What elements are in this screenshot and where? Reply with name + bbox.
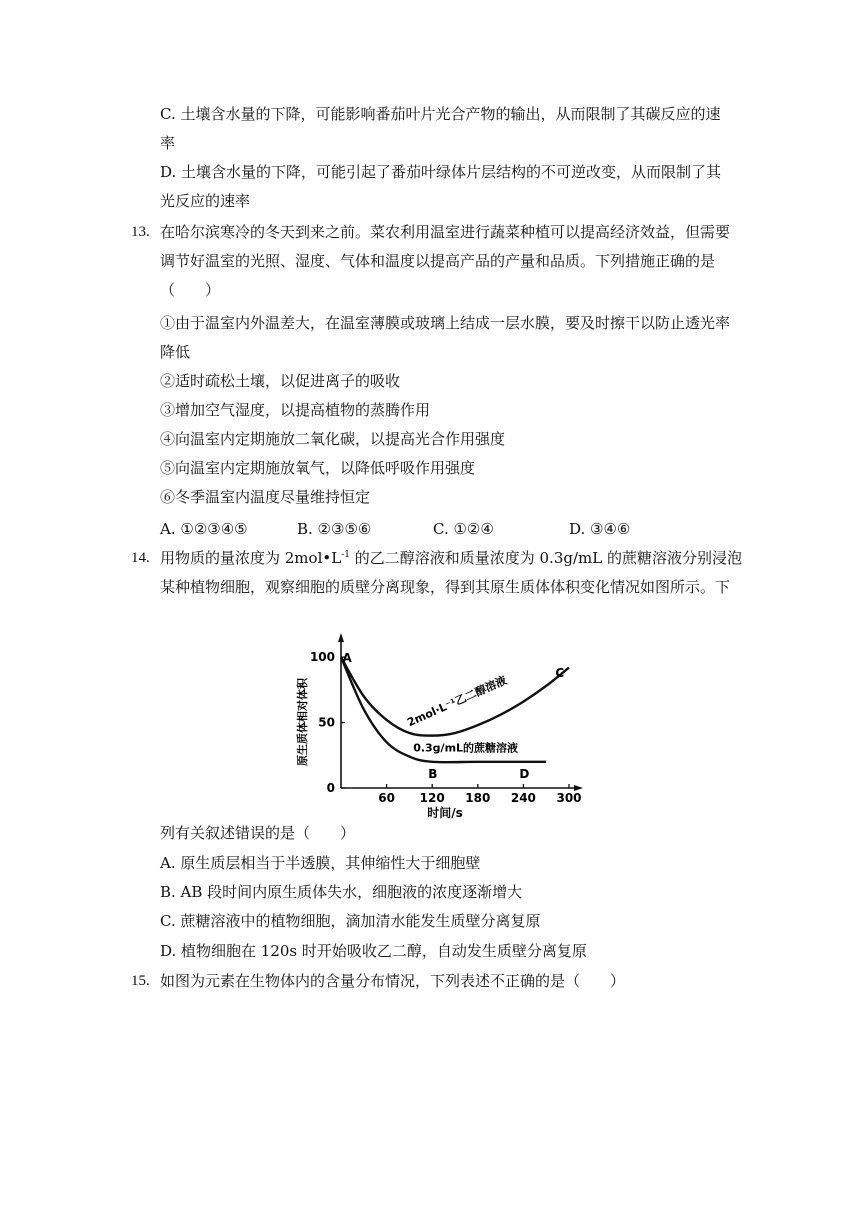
point-label-d: D	[519, 766, 530, 781]
x-axis-title: 时间/s	[427, 806, 463, 820]
q14-option-b: B. AB 段时间内原生质体失水，细胞液的浓度逐渐增大	[160, 883, 523, 901]
y-tick-label: 50	[318, 715, 335, 730]
y-axis-title: 原生质体相对体积	[296, 678, 309, 766]
point-label-c: C	[555, 665, 565, 680]
q13-option-a: A. ①②③④⑤	[160, 520, 248, 538]
q13-stem-line2: 调节好温室的光照、湿度、气体和温度以提高产品的产量和品质。下列措施正确的是	[160, 252, 716, 270]
q12-option-c-line2: 率	[160, 134, 176, 152]
q13-answer-bracket: （ ）	[160, 281, 221, 299]
q14-stem-line2: 某种植物细胞，观察细胞的质壁分离现象，得到其原生质体体积变化情况如图所示。下	[160, 578, 731, 596]
ethylene-glycol-series-label: 2mol·L⁻¹乙二醇溶液	[405, 673, 509, 730]
point-label-b: B	[428, 766, 438, 781]
q13-item-1-cont: 降低	[160, 343, 191, 361]
q13-stem-line1: 在哈尔滨寒冷的冬天到来之前。菜农利用温室进行蔬菜种植可以提高经济效益，但需要	[160, 223, 731, 241]
q13-item-3: ③增加空气湿度，以提高植物的蒸腾作用	[160, 401, 431, 419]
q12-option-d-line2: 光反应的速率	[160, 192, 251, 210]
y-tick-label: 100	[309, 650, 335, 665]
q13-option-c: C. ①②④	[433, 520, 494, 538]
x-tick-label: 180	[465, 791, 491, 805]
q15-stem: 如图为元素在生物体内的含量分布情况，下列表述不正确的是（ ）	[160, 972, 626, 990]
q14-option-d: D. 植物细胞在 120s 时开始吸收乙二醇，自动发生质壁分离复原	[160, 942, 587, 960]
point-label-a: A	[342, 651, 352, 666]
q13-item-2: ②适时疏松土壤，以促进离子的吸收	[160, 372, 401, 390]
x-tick-label: 300	[556, 791, 582, 805]
chart-axes	[338, 633, 583, 791]
x-tick-label: 120	[419, 791, 445, 805]
y-tick-label: 0	[326, 781, 335, 795]
q15-number: 15.	[131, 973, 150, 989]
q13-item-1: ①由于温室内外温差大，在温室薄膜或玻璃上结成一层水膜，要及时擦干以防止透光率	[160, 314, 731, 332]
q12-option-c-line1: C. 土壤含水量的下降，可能影响番茄叶片光合产物的输出，从而限制了其碳反应的速	[160, 105, 721, 123]
q14-stem-line3: 列有关叙述错误的是（ ）	[160, 824, 356, 842]
q12-option-d-line1: D. 土壤含水量的下降，可能引起了番茄叶绿体片层结构的不可逆改变，从而限制了其	[160, 163, 722, 181]
q13-option-d: D. ③④⑥	[569, 520, 631, 538]
q13-item-6: ⑥冬季温室内温度尽量维持恒定	[160, 488, 371, 506]
q13-item-5: ⑤向温室内定期施放氧气，以降低呼吸作用强度	[160, 459, 476, 477]
q13-item-4: ④向温室内定期施放二氧化碳，以提高光合作用强度	[160, 430, 506, 448]
volume-change-chart	[290, 630, 590, 820]
q14-option-c: C. 蔗糖溶液中的植物细胞，滴加清水能发生质壁分离复原	[160, 912, 541, 930]
q13-option-b: B. ②③⑤⑥	[297, 520, 372, 538]
y-axis-arrow	[338, 633, 344, 642]
x-tick-label: 240	[510, 791, 536, 805]
x-tick-label: 60	[378, 791, 395, 805]
q14-stem-line1: 用物质的量浓度为 $2mol•L^{-1}$ 的乙二醇溶液和质量浓度为 0.3g/mL 的蔗糖溶液分别浸泡	[160, 549, 742, 567]
q13-number: 13.	[131, 224, 150, 240]
q14-option-a: A. 原生质层相当于半透膜，其伸缩性大于细胞壁	[160, 854, 481, 872]
q14-number: 14.	[131, 550, 150, 566]
sucrose-series-label: 0.3g/mL的蔗糖溶液	[413, 741, 519, 755]
